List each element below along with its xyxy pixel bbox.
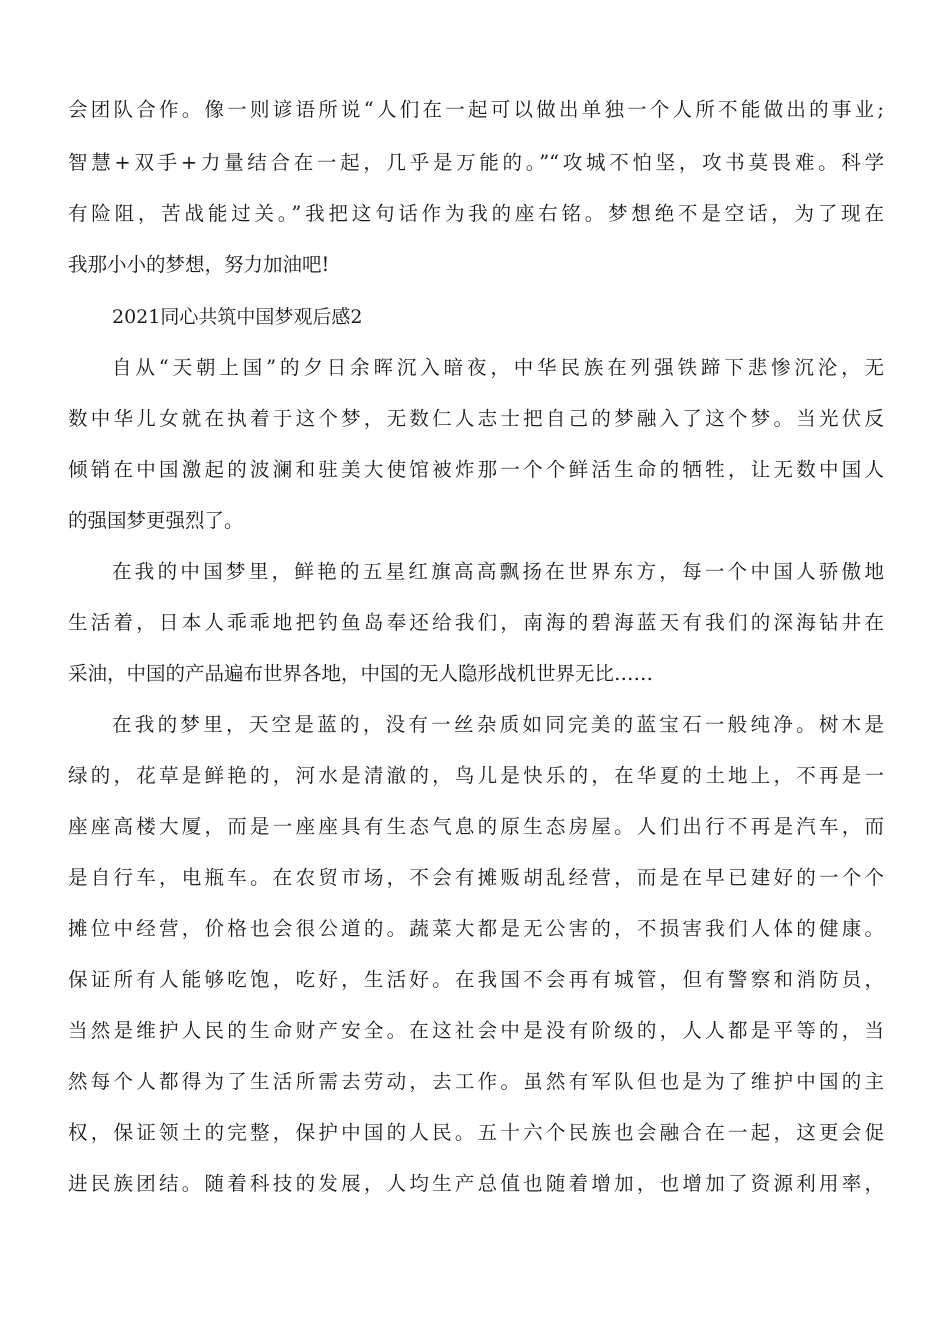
section-heading: 2021同心共筑中国梦观后感2 (112, 306, 363, 328)
paragraph-4-line-2: 绿的，花草是鲜艳的，河水是清澈的，鸟儿是快乐的，在华夏的土地上，不再是一 (68, 764, 884, 787)
paragraph-2-line-2: 数中华儿女就在执着于这个梦，无数仁人志士把自己的梦融入了这个梦。当光伏反 (68, 407, 884, 430)
paragraph-1-line-3: 有险阻，苦战能过关。”我把这句话作为我的座右铭。梦想绝不是空话，为了现在 (68, 202, 884, 225)
paragraph-1-line-4: 我那小小的梦想，努力加油吧! (68, 253, 330, 276)
paragraph-1-line-2: 智慧+双手+力量结合在一起，几乎是万能的。”“攻城不怕坚，攻书莫畏难。科学 (68, 151, 884, 174)
paragraph-4-line-8: 然每个人都得为了生活所需去劳动，去工作。虽然有军队但也是为了维护中国的主 (68, 1070, 884, 1093)
paragraph-4-line-9: 权，保证领土的完整，保护中国的人民。五十六个民族也会融合在一起，这更会促 (68, 1121, 884, 1144)
paragraph-2-line-1: 自从“天朝上国”的夕日余晖沉入暗夜，中华民族在列强铁蹄下悲惨沉沦，无 (112, 356, 884, 379)
paragraph-4-line-3: 座座高楼大厦，而是一座座具有生态气息的原生态房屋。人们出行不再是汽车，而 (68, 815, 884, 838)
paragraph-4-line-7: 当然是维护人民的生命财产安全。在这社会中是没有阶级的，人人都是平等的，当 (68, 1019, 884, 1042)
paragraph-3-line-1: 在我的中国梦里，鲜艳的五星红旗高高飘扬在世界东方，每一个中国人骄傲地 (112, 560, 884, 583)
paragraph-2-line-4: 的强国梦更强烈了。 (68, 509, 244, 532)
paragraph-3-line-3: 采油，中国的产品遍布世界各地，中国的无人隐形战机世界无比…… (68, 662, 654, 685)
paragraph-1-line-1: 会团队合作。像一则谚语所说“人们在一起可以做出单独一个人所不能做出的事业; (68, 98, 884, 121)
paragraph-4-line-1: 在我的梦里，天空是蓝的，没有一丝杂质如同完美的蓝宝石一般纯净。树木是 (112, 713, 884, 736)
paragraph-4-line-4: 是自行车，电瓶车。在农贸市场，不会有摊贩胡乱经营，而是在早已建好的一个个 (68, 866, 884, 889)
paragraph-4-line-5: 摊位中经营，价格也会很公道的。蔬菜大都是无公害的，不损害我们人体的健康。 (68, 917, 884, 940)
paragraph-2-line-3: 倾销在中国激起的波澜和驻美大使馆被炸那一个个鲜活生命的牺牲，让无数中国人 (68, 458, 884, 481)
paragraph-4-line-10: 进民族团结。随着科技的发展，人均生产总值也随着增加，也增加了资源利用率， (68, 1172, 884, 1195)
paragraph-4-line-6: 保证所有人能够吃饱，吃好，生活好。在我国不会再有城管，但有警察和消防员， (68, 968, 884, 991)
paragraph-3-line-2: 生活着，日本人乖乖地把钓鱼岛奉还给我们，南海的碧海蓝天有我们的深海钻井在 (68, 611, 884, 634)
